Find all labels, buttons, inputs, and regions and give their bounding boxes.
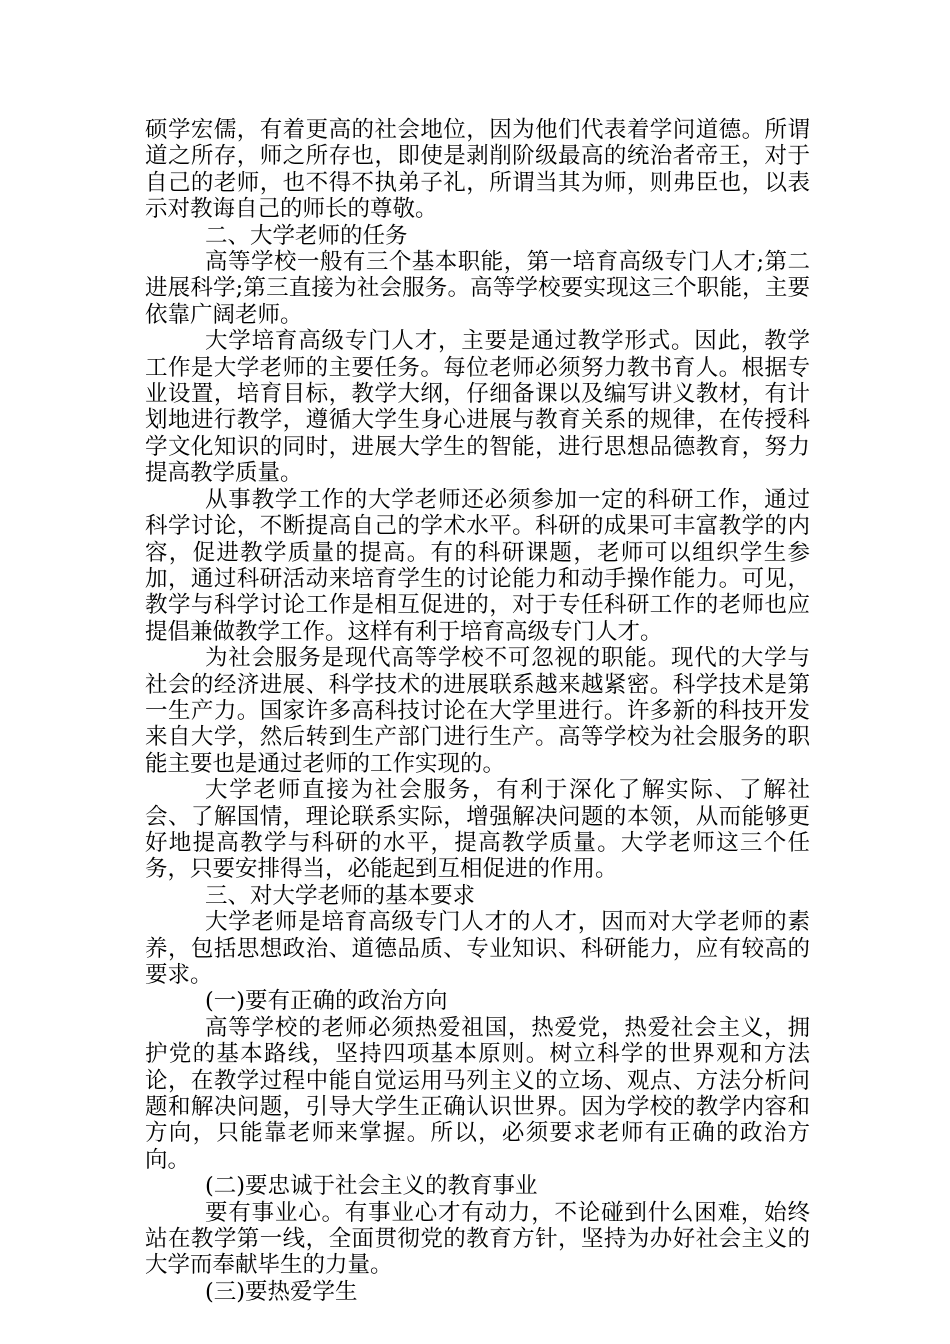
paragraph-social-service: 为社会服务是现代高等学校不可忽视的职能。现代的大学与社会的经济进展、科学技术的进展联系越来越紧密。科学技术是第一生产力。国家许多高科技讨论在大学里进行。许多新的科技开发来自大学，然后转到生产部门进行生产。高等学校为社会服务的职能主要也是通过老师的工作实现的。 xyxy=(145,645,810,777)
subheading-loyalty-to-education: (二)要忠诚于社会主义的教育事业 xyxy=(205,1173,538,1200)
paragraph-direct-service: 大学老师直接为社会服务，有利于深化了解实际、了解社会、了解国情，理论联系实际，增强解决问题的本领，从而能够更好地提高教学与科研的水平，提高教学质量。大学老师这三个任务，只要安排得当，必能起到互相促进的作用。 xyxy=(145,777,810,883)
section-heading-basic-requirements: 三、对大学老师的基本要求 xyxy=(205,882,476,909)
paragraph-loyalty-to-education: 要有事业心。有事业心才有动力，不论碰到什么困难，始终站在教学第一线，全面贯彻党的教育方针，坚持为办好社会主义的大学而奉献毕生的力量。 xyxy=(145,1199,810,1279)
paragraph-requirements-intro: 大学老师是培育高级专门人才的人才，因而对大学老师的素养，包括思想政治、道德品质、专业知识、科研能力，应有较高的要求。 xyxy=(145,909,810,988)
document-page xyxy=(145,117,810,1305)
subheading-love-students: (三)要热爱学生 xyxy=(205,1278,358,1305)
paragraph-intro-continued: 硕学宏儒，有着更高的社会地位，因为他们代表着学问道德。所谓道之所存，师之所存也，即使是剥削阶级最高的统治者帝王，对于自己的老师，也不得不执弟子礼，所谓当其为师，则弗臣也，以表示对教诲自己的师长的尊敬。 xyxy=(145,117,810,223)
paragraph-research-task: 从事教学工作的大学老师还必须参加一定的科研工作，通过科学讨论，不断提高自己的学术水平。科研的成果可丰富教学的内容，促进教学质量的提高。有的科研课题，老师可以组织学生参加，通过科研活动来培育学生的讨论能力和动手操作能力。可见，教学与科学讨论工作是相互促进的，对于专任科研工作的老师也应提倡兼做教学工作。这样有利于培育高级专门人才。 xyxy=(145,486,810,645)
paragraph-teaching-task: 大学培育高级专门人才，主要是通过教学形式。因此，教学工作是大学老师的主要任务。每位老师必须努力教书育人。根据专业设置，培育目标，教学大纲，仔细备课以及编写讲义教材，有计划地进行教学，遵循大学生身心进展与教育关系的规律，在传授科学文化知识的同时，进展大学生的智能，进行思想品德教育，努力提高教学质量。 xyxy=(145,328,810,487)
section-heading-teacher-tasks: 二、大学老师的任务 xyxy=(205,222,408,249)
subheading-political-direction: (一)要有正确的政治方向 xyxy=(205,988,448,1015)
paragraph-three-functions: 高等学校一般有三个基本职能，第一培育高级专门人才;第二进展科学;第三直接为社会服务。高等学校要实现这三个职能，主要依靠广阔老师。 xyxy=(145,249,810,328)
paragraph-political-direction: 高等学校的老师必须热爱祖国，热爱党，热爱社会主义，拥护党的基本路线，坚持四项基本原则。树立科学的世界观和方法论，在教学过程中能自觉运用马列主义的立场、观点、方法分析问题和解决问题，引导大学生正确认识世界。因为学校的教学内容和方向，只能靠老师来掌握。所以，必须要求老师有正确的政治方向。 xyxy=(145,1014,810,1173)
